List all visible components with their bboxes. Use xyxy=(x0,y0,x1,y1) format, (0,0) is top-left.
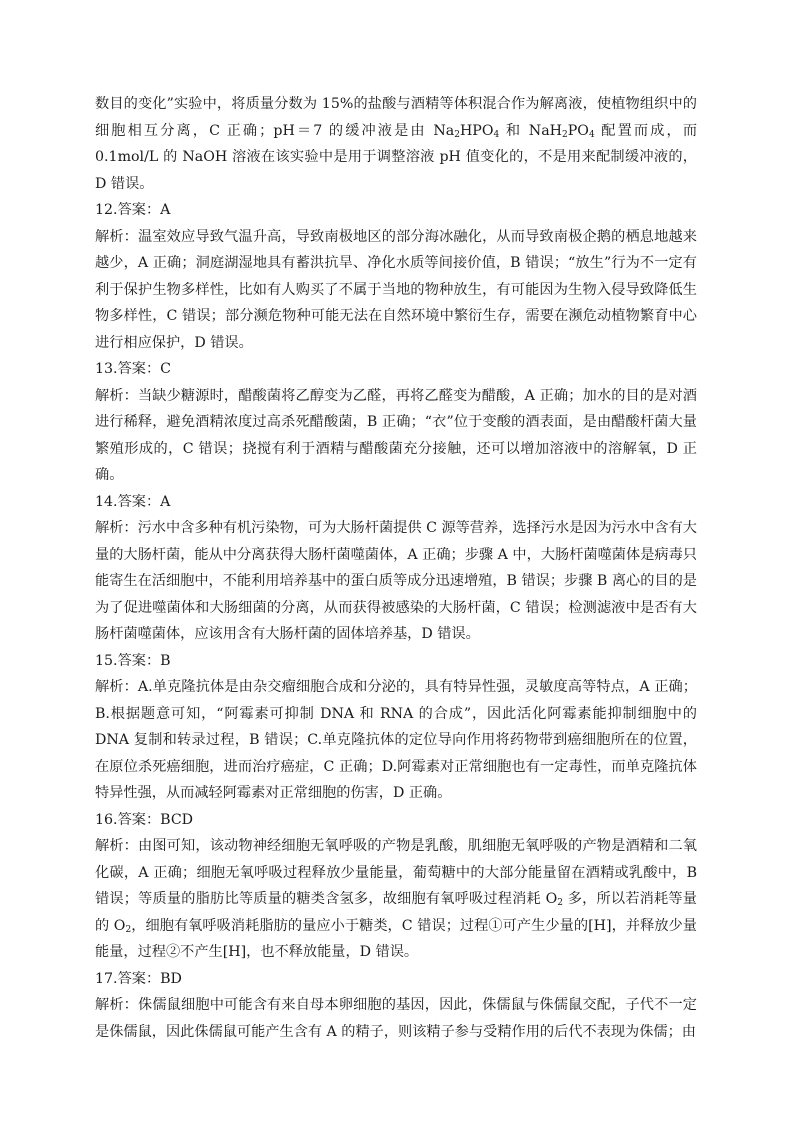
intro-paragraph xyxy=(95,91,697,197)
subscript: 2 xyxy=(454,129,460,140)
subscript: 4 xyxy=(588,129,595,140)
answer-16: 16.答案：BCD xyxy=(95,811,194,828)
explanation-13: 解析：当缺少糖源时，醋酸菌将乙醇变为乙醛，再将乙醛变为醋酸，A 正确；加水的目的是对酒进行稀释，避免酒精浓度过高杀死醋酸菌，B 正确；“衣”位于变酸的酒表面，是由醋酸杆菌大量繁殖形成的，C 错误；挠搅有利于酒精与醋酸菌充分接触，还可以增加溶液中的溶解氧，D 正确。 xyxy=(95,387,697,483)
intro-text-5: 配置而成，而 0.1mol/L 的 NaOH 溶液在该实验中是用于调整溶液 pH 值变化的，不是用来配制缓冲液的，D 错误。 xyxy=(95,122,698,192)
explanation-16-text-2: 多，所以若消耗等量的 O xyxy=(95,891,697,934)
explanation-16-text-3: ，细胞有氧呼吸消耗脂肪的量应小于糖类，C 错误；过程①可产生少量的[H]，并释放少量能量，过程②不产生[H]，也不释放能量，D 错误。 xyxy=(95,917,697,960)
intro-text-3: 和 NaH xyxy=(499,122,563,139)
subscript: 4 xyxy=(493,129,500,140)
intro-text-1: 数目的变化”实验中，将质量分数为 15%的盐酸与酒精等体积混合作为解离液，使植物组织中的细胞相互分离，C 正确；pH＝7 的缓冲液是由 Na xyxy=(95,96,697,139)
intro-text-4: PO xyxy=(567,122,589,139)
answer-13: 13.答案：C xyxy=(95,361,171,377)
answer-17: 17.答案：BD xyxy=(95,970,182,987)
explanation-17: 解析：侏儒鼠细胞中可能含有来自母本卵细胞的基因，因此，侏儒鼠与侏儒鼠交配，子代不一定是侏儒鼠，因此侏儒鼠可能产生含有 A 的精子，则该精子参与受精作用的后代不表现为侏儒；由 xyxy=(95,997,697,1040)
subscript: 2 xyxy=(125,924,132,935)
answer-14: 14.答案：A xyxy=(95,493,171,510)
answer-15: 15.答案：B xyxy=(95,652,171,669)
explanation-16-text-1: 解析：由图可知，该动物神经细胞无氧呼吸的产物是乳酸，肌细胞无氧呼吸的产物是酒精和二氧化碳，A 正确；细胞无氧呼吸过程释放少量能量，葡萄糖中的大部分能量留在酒精或乳酸中，B 错误；等质量的脂肪比等质量的糖类含氢多，故细胞有氧呼吸过程消耗 O xyxy=(95,838,697,907)
intro-text-2: HPO xyxy=(459,122,494,139)
subscript: 2 xyxy=(557,898,564,908)
explanation-16 xyxy=(95,833,697,966)
subscript: 2 xyxy=(562,129,568,140)
explanation-12: 解析：温室效应导致气温升高，导致南极地区的部分海冰融化，从而导致南极企鹅的栖息地越来越少，A 正确；洞庭湖湿地具有蓄洪抗旱、净化水质等间接价值，B 错误；“放生”行为不一定有利于保护生物多样性，比如有人购买了不属于当地的物种放生，有可能因为生物入侵导致降低生物多样性，C 错误；部分濒危物种可能无法在自然环境中繁衍生存，需要在濒危动植物繁育中心进行相应保护，D 错误。 xyxy=(95,228,697,351)
document-page xyxy=(95,91,697,1045)
explanation-15: 解析：A.单克隆抗体是由杂交瘤细胞合成和分泌的，具有特异性强，灵敏度高等特点，A 正确；B.根据题意可知，“阿霉素可抑制 DNA 和 RNA 的合成”，因此活化阿霉素能抑制细胞中的 DNA 复制和转录过程，B 错误；C.单克隆抗体的定位导向作用将药物带到癌细胞所在的位置，在原位杀死癌细胞，进而治疗癌症，C 正确；D.阿霉素对正常细胞也有一定毒性，而单克隆抗体特异性强，从而减轻阿霉素对正常细胞的伤害，D 正确。 xyxy=(95,679,697,801)
explanation-14: 解析：污水中含多种有机污染物，可为大肠杆菌提供 C 源等营养，选择污水是因为污水中含有大量的大肠杆菌，能从中分离获得大肠杆菌噬菌体，A 正确；步骤 A 中，大肠杆菌噬菌体是病毒只能寄生在活细胞中，不能利用培养基中的蛋白质等成分迅速增殖，B 错误；步骤 B 离心的目的是为了促进噬菌体和大肠细菌的分离，从而获得被感染的大肠杆菌，C 错误；检测滤液中是否有大肠杆菌噬菌体，应该用含有大肠杆菌的固体培养基，D 错误。 xyxy=(95,520,697,642)
answer-12: 12.答案：A xyxy=(95,202,171,218)
